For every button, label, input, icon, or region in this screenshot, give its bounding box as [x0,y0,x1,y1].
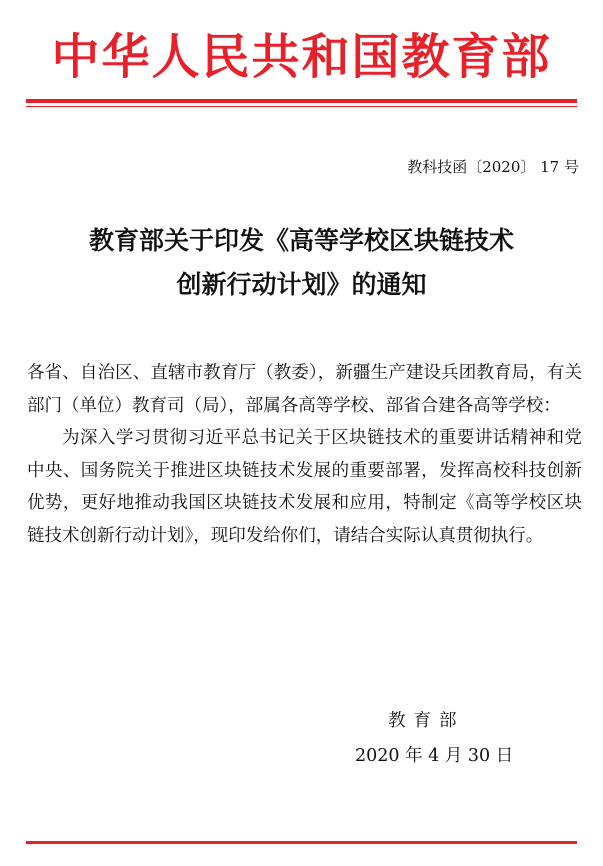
letterhead-title: 中华人民共和国教育部 [51,29,552,85]
footer-divider [26,841,577,844]
letterhead-divider-thin [26,106,577,107]
letterhead-divider-thick [26,99,577,103]
document-title [0,219,603,307]
signature-date: 2020 年 4 月 30 日 [355,746,514,766]
document-number: 教科技函〔2020〕 17 号 [407,158,579,176]
document-body [27,357,582,552]
recipients-paragraph: 各省、自治区、直辖市教育厅（教委），新疆生产建设兵团教育局，有关部门（单位）教育司（局），部属各高等学校、部省合建各高等学校： [27,363,582,416]
document-title-line-2: 创新行动计划》的通知 [176,270,427,299]
document-title-line-1: 教育部关于印发《高等学校区块链技术 [88,226,514,255]
main-paragraph: 为深入学习贯彻习近平总书记关于区块链技术的重要讲话精神和党中央、国务院关于推进区块链技术发展的重要部署，发挥高校科技创新优势，更好地推动我国区块链技术发展和应用，特制定《高等学校区块链技术创新行动计划》，现印发给你们，请结合实际认真贯彻执行。 [27,428,582,546]
signature-issuer: 教育部 [388,711,465,731]
